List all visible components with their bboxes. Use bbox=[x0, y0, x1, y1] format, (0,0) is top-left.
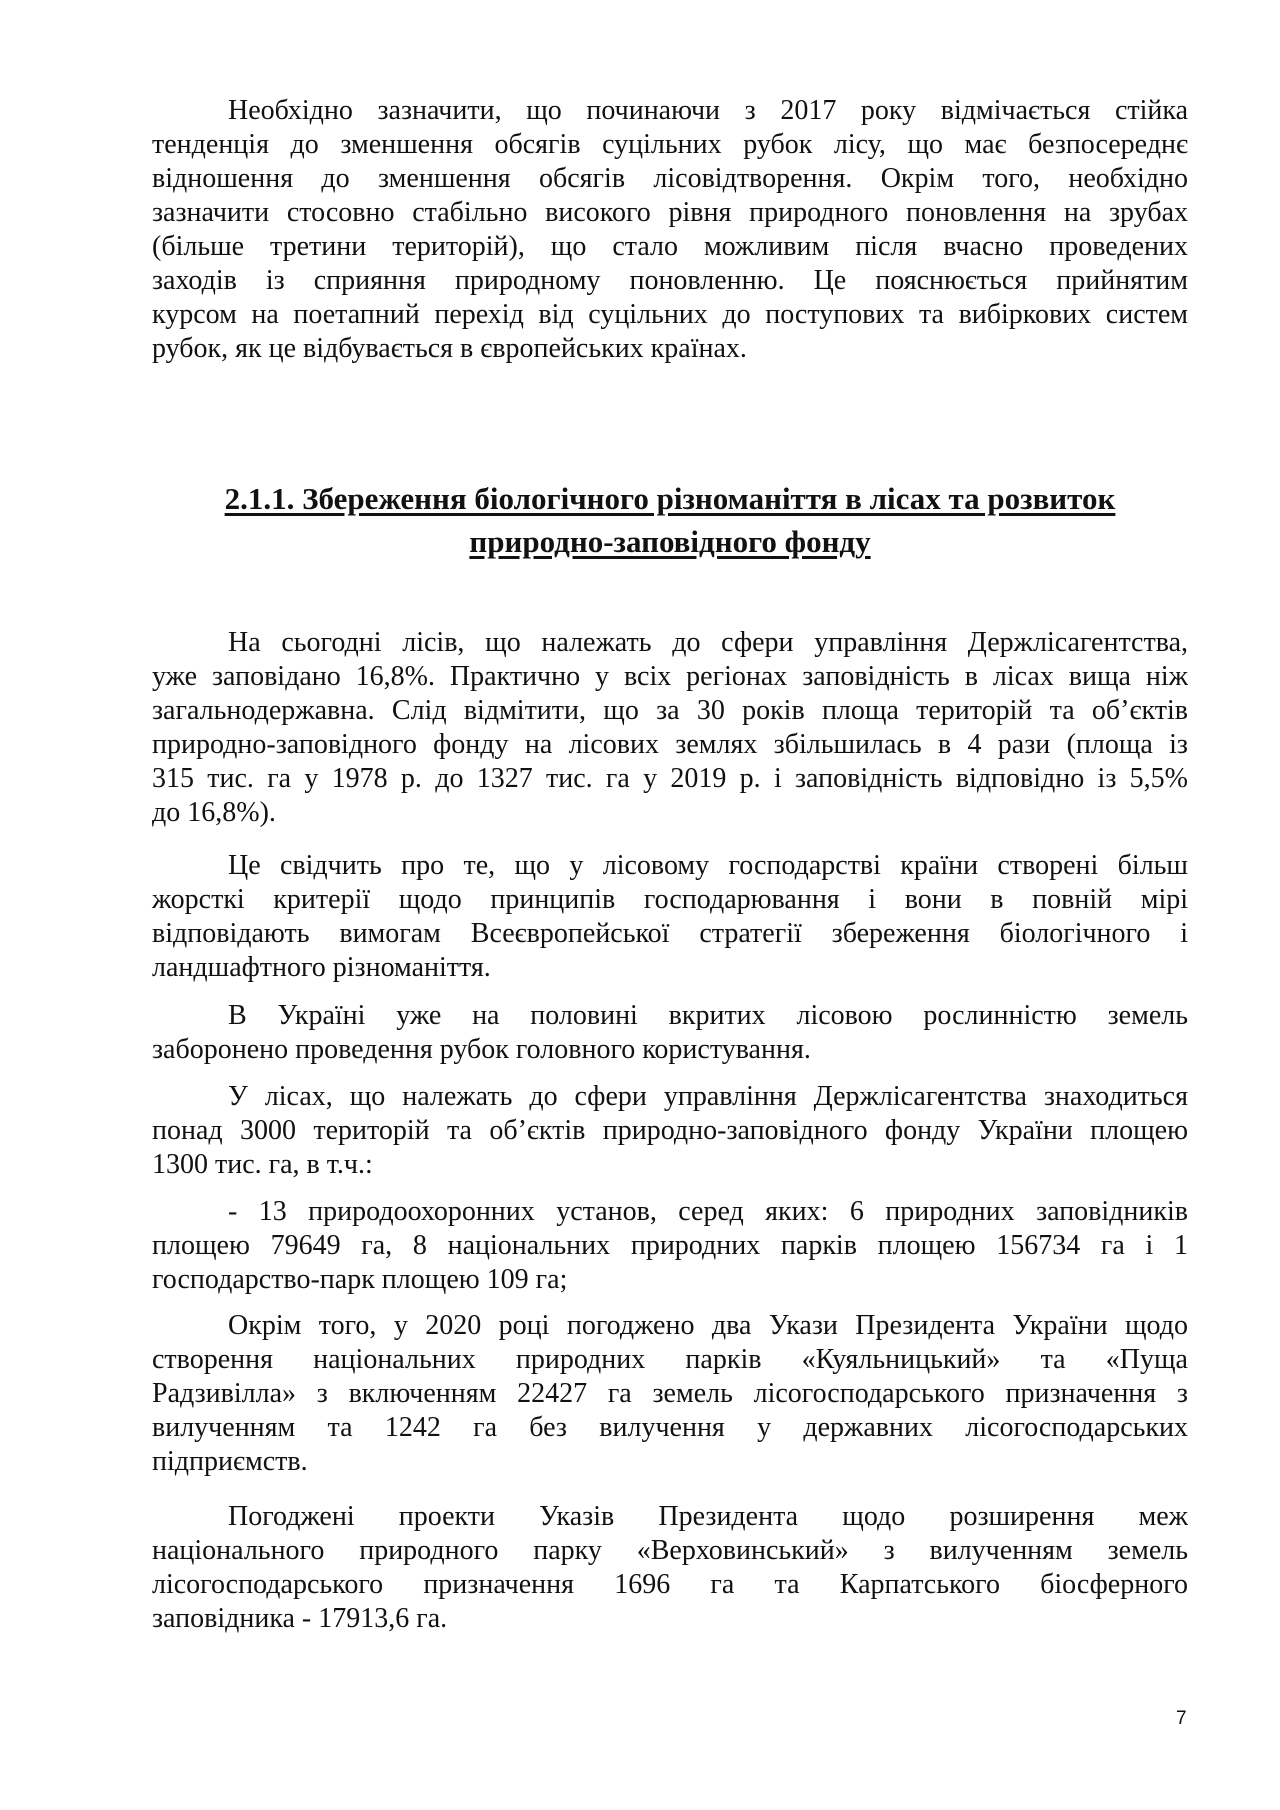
section-heading-line-2: природно-заповідного фонду bbox=[469, 524, 871, 559]
text-line: рубок, як це відбувається в європейських країнах. bbox=[152, 333, 747, 364]
text-line: площею 79649 га, 8 національних природних парків площею 156734 га і 1 bbox=[152, 1230, 1188, 1261]
text-line: національного природного парку «Верховинський» з вилученням земель bbox=[152, 1535, 1188, 1566]
text-line: уже заповідано 16,8%. Практично у всіх регіонах заповідність в лісах вища ніж bbox=[152, 661, 1188, 692]
text-line: загальнодержавна. Слід відмітити, що за 30 років площа територій та об’єктів bbox=[152, 695, 1188, 726]
text-line: господарство-парк площею 109 га; bbox=[152, 1264, 568, 1295]
text-line: заборонено проведення рубок головного користування. bbox=[152, 1034, 811, 1065]
text-line: жорсткі критерії щодо принципів господарювання і вони в повній мірі bbox=[152, 884, 1188, 915]
paragraph-logging-trend bbox=[152, 94, 1188, 366]
text-line: (більше третини територій), що стало можливим після вчасно проведених bbox=[152, 231, 1188, 262]
text-line: Це свідчить про те, що у лісовому господарстві країни створені більш bbox=[228, 850, 1188, 881]
paragraph-territories bbox=[152, 1080, 1188, 1182]
text-line: курсом на поетапний перехід від суцільних до поступових та вибіркових систем bbox=[152, 299, 1188, 330]
text-line: В Україні уже на половині вкритих лісовою рослинністю земель bbox=[228, 1000, 1188, 1031]
text-line: відповідають вимогам Всеєвропейської стратегії збереження біологічного і bbox=[152, 918, 1188, 949]
text-line: Погоджені проекти Указів Президента щодо розширення меж bbox=[228, 1501, 1188, 1532]
text-line: 1300 тис. га, в т.ч.: bbox=[152, 1149, 373, 1180]
text-line: заповідника - 17913,6 га. bbox=[152, 1603, 448, 1634]
section-heading-line-1: 2.1.1. Збереження біологічного різноманіття в лісах та розвиток bbox=[224, 481, 1116, 516]
text-line: Радзивілла» з включенням 22427 га земель лісогосподарського призначення з bbox=[152, 1378, 1188, 1409]
text-line: лісогосподарського призначення 1696 га та Карпатського біосферного bbox=[152, 1569, 1188, 1600]
paragraph-criteria bbox=[152, 849, 1188, 985]
text-line: Окрім того, у 2020 році погоджено два Укази Президента України щодо bbox=[228, 1310, 1188, 1341]
text-line: до 16,8%). bbox=[152, 797, 276, 828]
paragraph-presidential-decrees bbox=[152, 1309, 1188, 1479]
text-line: Необхідно зазначити, що починаючи з 2017 року відмічається стійка bbox=[228, 95, 1188, 126]
text-line: На сьогодні лісів, що належать до сфери управління Держлісагентства, bbox=[228, 627, 1188, 658]
text-line: вилученням та 1242 га без вилучення у державних лісогосподарських bbox=[152, 1412, 1188, 1443]
text-line: ландшафтного різноманіття. bbox=[152, 952, 491, 983]
text-line: 315 тис. га у 1978 р. до 1327 тис. га у 2019 р. і заповідність відповідно із 5,5% bbox=[152, 763, 1188, 794]
paragraph-draft-decrees bbox=[152, 1500, 1188, 1636]
text-line: створення національних природних парків «Куяльницький» та «Пуща bbox=[152, 1344, 1188, 1375]
text-line: підприємств. bbox=[152, 1446, 308, 1477]
text-line: природно-заповідного фонду на лісових землях збільшилась в 4 рази (площа із bbox=[152, 729, 1188, 760]
text-line: зазначити стосовно стабільно високого рівня природного поновлення на зрубах bbox=[152, 197, 1188, 228]
text-line: У лісах, що належать до сфери управління Держлісагентства знаходиться bbox=[228, 1081, 1188, 1112]
text-line: - 13 природоохоронних установ, серед яких: 6 природних заповідників bbox=[228, 1196, 1188, 1227]
text-line: заходів із сприяння природному поновленню. Це пояснюється прийнятим bbox=[152, 265, 1188, 296]
text-line: відношення до зменшення обсягів лісовідтворення. Окрім того, необхідно bbox=[152, 163, 1188, 194]
section-heading bbox=[152, 477, 1188, 563]
paragraph-reserve-share bbox=[152, 626, 1188, 830]
paragraph-logging-ban bbox=[152, 999, 1188, 1067]
text-line: понад 3000 територій та об’єктів природно-заповідного фонду України площею bbox=[152, 1115, 1188, 1146]
page-number: 7 bbox=[1176, 1708, 1187, 1729]
paragraph-institutions-list-item bbox=[152, 1195, 1188, 1297]
text-line: тенденція до зменшення обсягів суцільних рубок лісу, що має безпосереднє bbox=[152, 129, 1188, 160]
